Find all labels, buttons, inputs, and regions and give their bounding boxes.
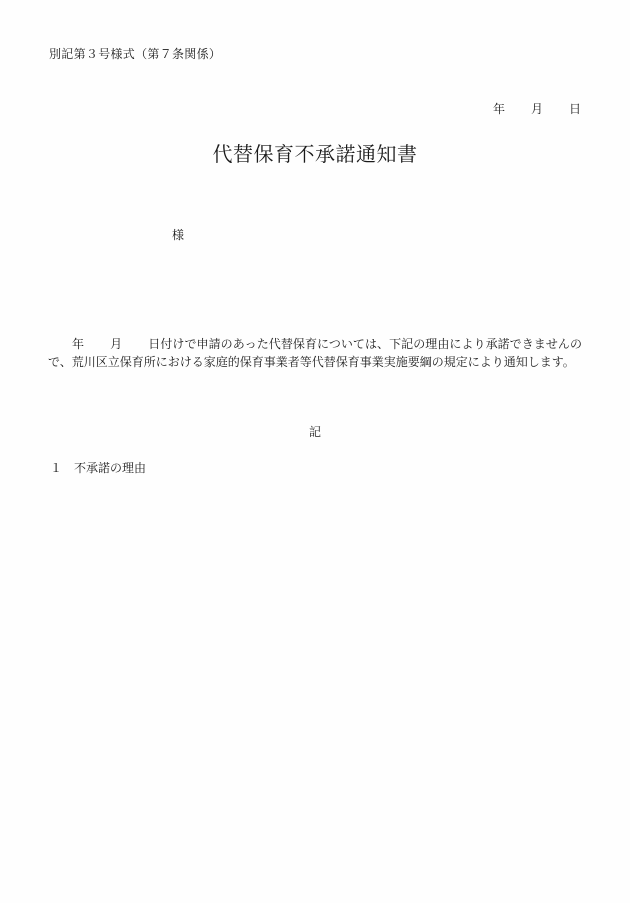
body-paragraph	[48, 335, 582, 371]
body-month-label: 月	[110, 337, 123, 351]
body-text: 日付けで申請のあった代替保育については、下記の理由により承諾できませんので、荒川区立保育所における家庭的保育事業者等代替保育事業実施要綱の規定により通知します。	[48, 337, 582, 369]
list-item	[50, 462, 146, 474]
item-number: １	[50, 461, 63, 475]
recipient-suffix: 様	[172, 228, 185, 242]
date-day-label: 日	[568, 102, 581, 116]
ki-heading: 記	[308, 425, 321, 439]
form-number-label: 別記第３号様式（第７条関係）	[49, 47, 222, 61]
body-year-label: 年	[72, 337, 85, 351]
date-year-label: 年	[492, 102, 505, 116]
date-month-label: 月	[530, 102, 543, 116]
document-title: 代替保育不承諾通知書	[212, 142, 418, 166]
date-header	[493, 103, 581, 115]
item-label: 不承諾の理由	[74, 461, 147, 475]
